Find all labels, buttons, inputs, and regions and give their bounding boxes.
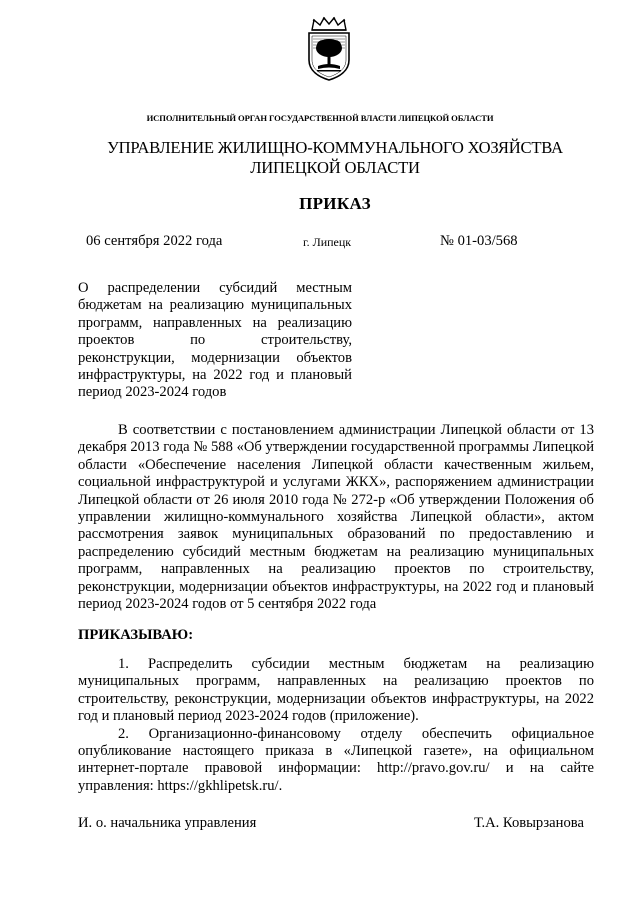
department-line-1: УПРАВЛЕНИЕ ЖИЛИЩНО-КОММУНАЛЬНОГО ХОЗЯЙСТВА <box>107 138 563 157</box>
signatory-name: Т.А. Ковырзанова <box>474 815 584 831</box>
department-name <box>0 138 640 178</box>
preamble-text: В соответствии с постановлением администрации Липецкой области от 13 декабря 2013 года № 588 «Об утверждении государственной программы Липецкой области «Обеспечение населения Липецкой области качественным жильем, социальной инфраструктурой и услугами ЖКХ», распоряжением администрации Липецкой области от 26 июля 2010 года № 272-р «Об утверждении Положения об управлении жилищно-коммунального хозяйства Липецкой области», актом рассмотрения заявок муниципальных образований по предоставлению и распределению субсидий местным бюджетам на реализацию муниципальных программ, направленных на реализацию проектов по строительству, реконструкции, модернизации объектов инфраструктуры, на 2022 год и плановый период 2023-2024 годов от 5 сентября 2022 года <box>78 422 594 613</box>
order-subject <box>78 280 352 402</box>
order-city: г. Липецк <box>303 235 352 249</box>
subject-line: инфраструктуры, на 2022 год и плановый <box>78 367 352 384</box>
order-item-2: 2. Организационно-финансовому отделу обеспечить официальное опубликование настоящего приказа в «Липецкой газете», на официальном интернет-портале правовой информации: http://pravo.gov.ru/ и на сайте управления: https://gkhlipetsk.ru/. <box>78 725 594 794</box>
subject-line: период 2023-2024 годов <box>78 384 227 401</box>
preamble <box>78 422 594 613</box>
issuing-authority: ИСПОЛНИТЕЛЬНЫЙ ОРГАН ГОСУДАРСТВЕННОЙ ВЛАСТИ ЛИПЕЦКОЙ ОБЛАСТИ <box>146 113 494 123</box>
subject-line: реконструкции, модернизации объектов <box>78 349 352 366</box>
subject-line: программ, направленных на реализацию <box>78 314 352 331</box>
subject-line: О распределении субсидий местным <box>78 280 352 296</box>
coat-of-arms-icon <box>304 16 354 82</box>
department-line-2: ЛИПЕЦКОЙ ОБЛАСТИ <box>250 158 420 177</box>
order-date: 06 сентября 2022 года <box>86 233 223 249</box>
subject-line: проектов по строительству, <box>78 332 352 349</box>
document-type: ПРИКАЗ <box>299 194 371 213</box>
subject-line: бюджетам на реализацию муниципальных <box>78 297 352 314</box>
signatory-title: И. о. начальника управления <box>78 815 257 831</box>
order-items <box>78 656 594 795</box>
order-number: № 01-03/568 <box>440 233 518 249</box>
order-item-1: 1. Распределить субсидии местным бюджетам на реализацию муниципальных программ, направленных на реализацию проектов по строительству, реконструкции, модернизации объектов инфраструктуры, на 2022 год и плановый период 2023-2024 годов (приложение). <box>78 656 594 725</box>
order-word: ПРИКАЗЫВАЮ: <box>78 627 194 643</box>
